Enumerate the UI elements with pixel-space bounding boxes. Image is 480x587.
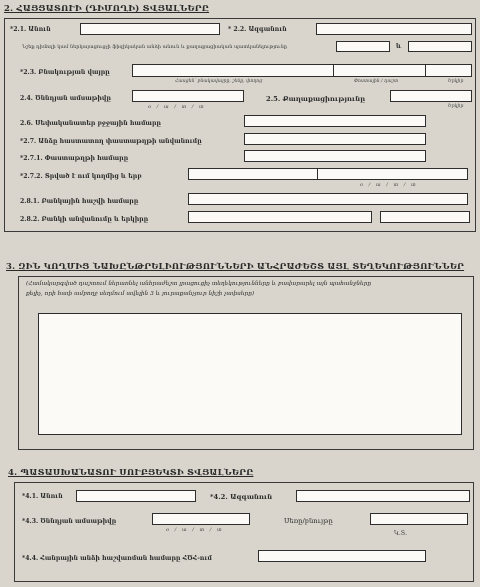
section2-title: 2. ՀԱՅՑԱՏՈՒԻ (ԴԻՄՈՂԻ) ՏՎՅԱԼՆԵՐԸ: [4, 4, 210, 14]
resp-birth-date-label: *4.3. Ծննդյան ամսաթիվը: [22, 518, 117, 525]
birth-date-format: օ / ա / տ / տ: [148, 104, 206, 110]
resp-surname-label: *4.2. Ազգանուն: [210, 493, 273, 501]
resp-name-field[interactable]: [76, 490, 196, 502]
resp-ssn-field[interactable]: [258, 550, 426, 562]
phone-label: 2.6. Սեփականատեր բջջային համարը: [20, 120, 161, 127]
resp-citizenship-label: Սեռը/բնույթը: [284, 517, 333, 525]
bank-name-label: 2.8.2. Բանկի անվանումը և երկիրը: [20, 216, 149, 223]
resp-birth-date-field[interactable]: [152, 513, 250, 525]
address-sub-region: Երկիր: [448, 79, 464, 84]
section4-title: 4. ՊԱՏԱՍԽԱՆԱՏՈՒ ՍՈՒԲՅԵԿՏԻ ՏՎՅԱԼՆԵՐԸ: [8, 468, 254, 478]
bank-account-label: 2.8.1. Բանկային հաշվի համարը: [20, 198, 139, 205]
address-field[interactable]: [132, 64, 472, 77]
name-label: *2.1. Անուն: [10, 26, 51, 33]
resp-citizenship-sub: Կ.Տ.: [394, 530, 408, 537]
legal-entity-field-2[interactable]: [408, 41, 472, 52]
citizenship-sub: Երկիր: [448, 104, 464, 109]
citizenship-field[interactable]: [390, 90, 472, 102]
bank-name-field-2[interactable]: [380, 211, 470, 223]
resp-surname-field[interactable]: [296, 490, 470, 502]
resp-name-label: *4.1. Անուն: [22, 493, 63, 500]
section3-note-line1: (Համակարգված դաշտում ներառնել անհրաժեշտ լրացուցիչ տեղեկությունները և բավարարել այն պահանջները: [26, 281, 372, 287]
bank-account-field[interactable]: [188, 193, 468, 205]
birth-date-field[interactable]: [132, 90, 244, 102]
resp-citizenship-field[interactable]: [370, 513, 468, 525]
address-sub-street: Հասցեն՝ բնակավայրը, շենք, փողոց: [175, 79, 263, 84]
citizenship-label: 2.5. Քաղաքացիությունը: [266, 95, 366, 103]
issue-label: *2.7.2. Տրված է ում կողմից և երբ: [20, 173, 142, 180]
id-doc-label: *2.7. Անձը հաստատող փաստաթղթի անվանումը: [20, 138, 202, 145]
additional-info-textarea[interactable]: [38, 313, 462, 435]
surname-label: * 2.2. Ազգանուն: [228, 26, 287, 33]
issue-field[interactable]: [188, 168, 468, 180]
birth-date-label: 2.4. Ծննդյան ամսաթիվը: [20, 95, 111, 102]
section3-title: 3. ԶԻՆ ԿՈՂՄԻՑ ՆԱԽԸՆԹՐԵԼԻՈՒԹՅՈՒՆՆԵՐԻ ԱՆՀՐԱԺԵՇՏ ԱՅԼ ՏԵՂԵԿՈՒԹՅՈՒՆՆԵՐ: [6, 262, 465, 272]
bank-name-field-1[interactable]: [188, 211, 372, 223]
legal-entity-label: Նշեք դիմողի կամ ներկայացուցչի ֆիզիկական անձի անուն և քաղաքացիական պատկանելությունը: [22, 44, 287, 50]
and-label: և: [396, 43, 402, 50]
resp-birth-date-format: օ / ա / տ / տ: [166, 527, 224, 533]
resp-ssn-label: *4.4. Հանրային անձի հաշվառման համարը ՀԾՀ-ում: [22, 555, 212, 562]
doc-number-label: *2.7.1. Փաստաթղթի համարը: [20, 155, 129, 162]
doc-number-field[interactable]: [244, 150, 426, 162]
legal-entity-field-1[interactable]: [336, 41, 390, 52]
section3-note-line2: քելիչ, որի հափ ամբողջ սեղմում ավելին 3 և յուրաքանչյուր նիշի չափսերը): [26, 291, 255, 297]
issue-date-format: օ / ա / տ / տ: [360, 182, 418, 188]
phone-field[interactable]: [244, 115, 426, 127]
name-field[interactable]: [80, 23, 220, 35]
id-doc-field[interactable]: [244, 133, 426, 145]
surname-field[interactable]: [316, 23, 472, 35]
address-sub-postal: Փոստային / դաշտ: [354, 79, 399, 84]
address-label: *2.3. Բնակության վայրը: [20, 69, 110, 76]
